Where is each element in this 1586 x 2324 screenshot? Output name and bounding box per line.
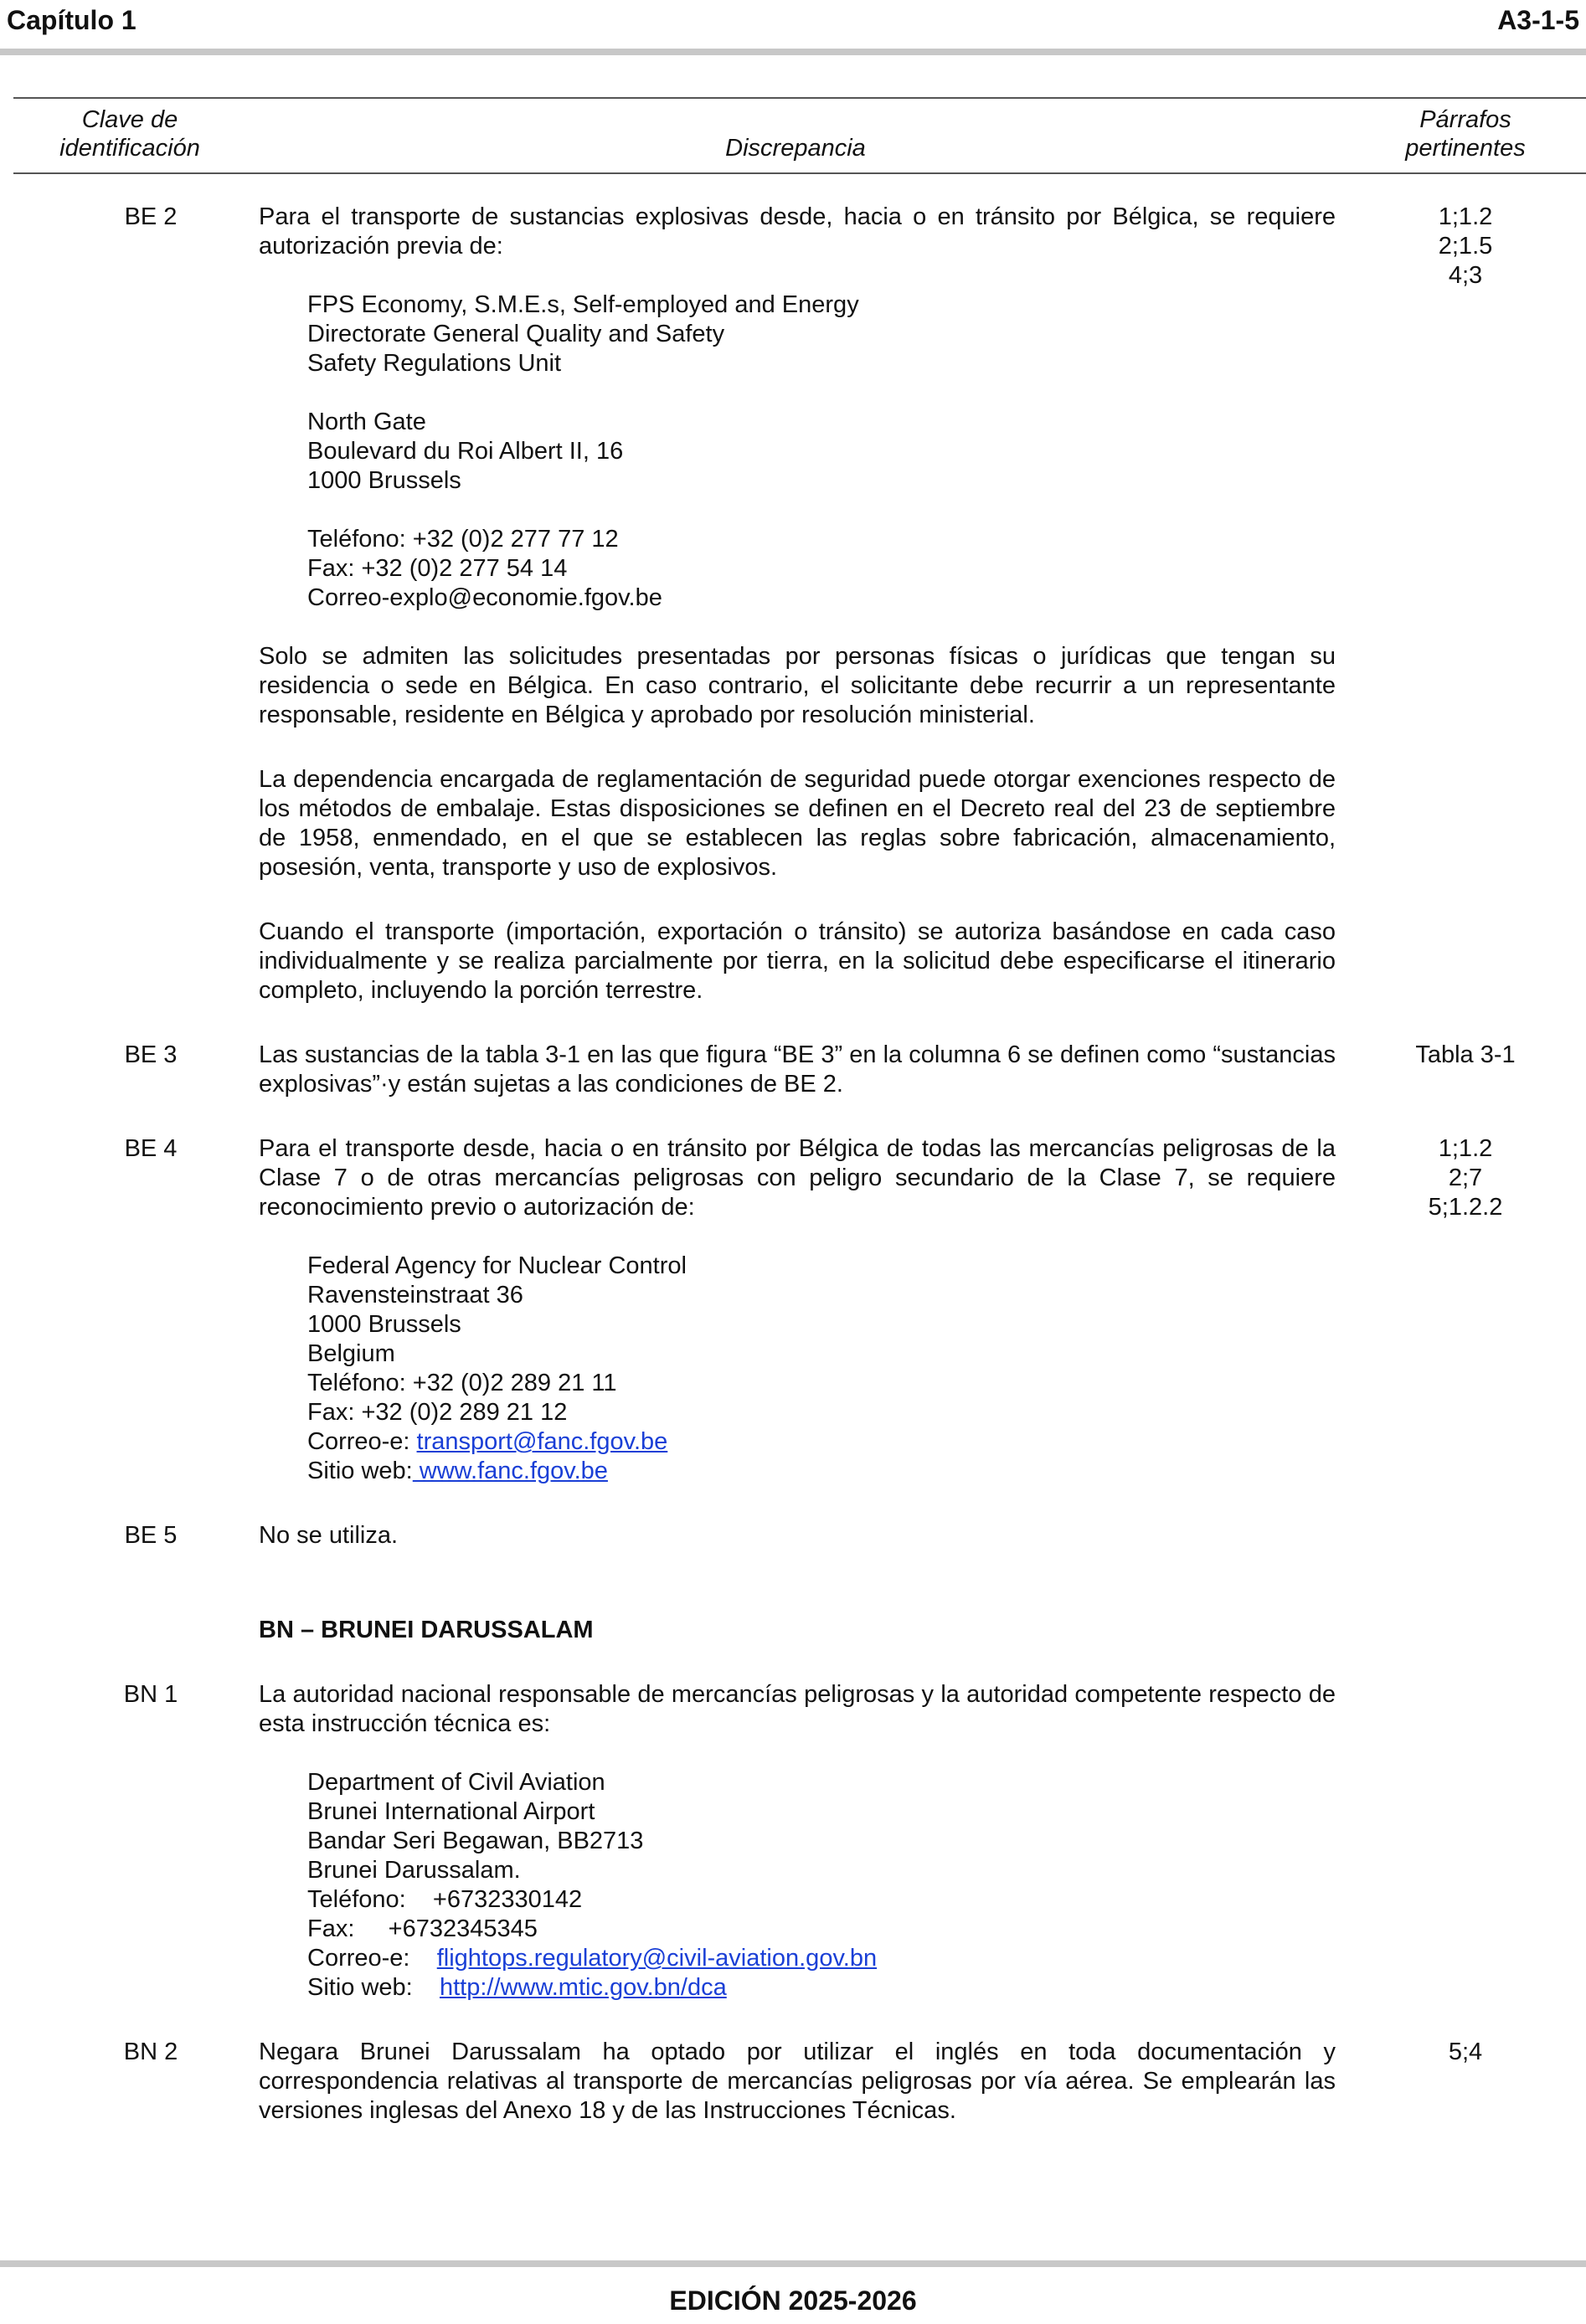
address-line: FPS Economy, S.M.E.s, Self-employed and Energy xyxy=(307,291,859,318)
address-line: 1000 Brussels xyxy=(307,467,461,494)
table-header-rule xyxy=(13,172,1586,174)
column-header-discrepancy: Discrepancia xyxy=(725,135,866,162)
reference-item: 2;7 xyxy=(1448,1165,1483,1191)
entry-text xyxy=(259,1521,1336,1550)
address-line: Brunei Darussalam. xyxy=(307,1857,521,1884)
column-header-paragraphs xyxy=(1373,105,1558,162)
fax-line: Fax: +6732345345 xyxy=(307,1915,538,1942)
address-line: 1000 Brussels xyxy=(307,1311,461,1338)
address-line: Federal Agency for Nuclear Control xyxy=(307,1252,687,1279)
entry-key: BE 4 xyxy=(124,1135,178,1162)
reference-item: 2;1.5 xyxy=(1438,233,1493,260)
website-link[interactable]: http://www.mtic.gov.bn/dca xyxy=(439,1974,727,2001)
entry-text xyxy=(259,1041,1336,1099)
address-line: Bandar Seri Begawan, BB2713 xyxy=(307,1828,644,1854)
address-block xyxy=(307,290,1336,378)
entry-key: BN 2 xyxy=(123,2039,178,2065)
address-line: Belgium xyxy=(307,1340,395,1367)
paragraph: La dependencia encargada de reglamentación de seguridad puede otorgar exenciones respecto de los métodos de embalaje. Estas disposiciones se definen en el Decreto real del 23 de septiembre de 1958, enmendado, en el que se establecen las reglas sobre fabricación, almacenamiento, posesión, venta, transporte y uso de explosivos. xyxy=(259,766,1336,881)
address-line: Directorate General Quality and Safety xyxy=(307,321,725,347)
reference-item: 1;1.2 xyxy=(1438,203,1493,230)
address-line: Brunei International Airport xyxy=(307,1798,595,1825)
reference-item: Tabla 3-1 xyxy=(1415,1041,1516,1068)
email-link[interactable]: transport@fanc.fgov.be xyxy=(416,1428,668,1455)
paragraph: Cuando el transporte (importación, exportación o tránsito) se autoriza basándose en cada caso individualmente y se realiza parcialmente por tierra, en la solicitud debe especificarse el itinerario completo, incluyendo la porción terrestre. xyxy=(259,918,1336,1004)
paragraph: Para el transporte de sustancias explosivas desde, hacia o en tránsito por Bélgica, se requiere autorización previa de: xyxy=(259,203,1336,260)
entry-key: BE 2 xyxy=(124,203,178,230)
email-label: Correo-e: xyxy=(307,1428,417,1455)
paragraph: Para el transporte desde, hacia o en tránsito por Bélgica de todas las mercancías peligrosas de la Clase 7 o de otras mercancías peligrosas con peligro secundario de la Clase 7, se requiere reconocimiento previo o autorización de: xyxy=(259,1135,1336,1221)
phone-line: Teléfono: +32 (0)2 289 21 11 xyxy=(307,1370,617,1396)
entry-be3 xyxy=(0,1041,1586,1099)
entry-be5 xyxy=(0,1521,1586,1550)
column-header-paragraphs-line1: Párrafos xyxy=(1419,106,1511,133)
entry-bn2 xyxy=(0,2038,1586,2126)
section-brunei xyxy=(0,1616,1586,1645)
paragraph: Las sustancias de la tabla 3-1 en las que figura “BE 3” en la columna 6 se definen como “sustancias explosivas”·y están sujetas a las condiciones de BE 2. xyxy=(259,1041,1336,1098)
entry-bn1 xyxy=(0,1680,1586,2003)
email-line: Correo-explo@economie.fgov.be xyxy=(307,584,662,611)
reference-item: 5;4 xyxy=(1448,2039,1483,2065)
table-top-rule xyxy=(13,97,1586,99)
header-rule xyxy=(0,49,1586,55)
address-line: Department of Civil Aviation xyxy=(307,1769,605,1796)
fax-line: Fax: +32 (0)2 289 21 12 xyxy=(307,1399,568,1426)
contact-block xyxy=(307,525,1336,613)
phone-line: Teléfono: +32 (0)2 277 77 12 xyxy=(307,526,619,553)
edition-footer: EDICIÓN 2025-2026 xyxy=(669,2285,917,2316)
entry-references xyxy=(1373,1041,1558,1070)
contact-block xyxy=(307,1252,1336,1486)
section-title: BN – BRUNEI DARUSSALAM xyxy=(259,1617,594,1643)
entry-text xyxy=(259,1134,1336,1486)
paragraph: No se utiliza. xyxy=(259,1522,399,1549)
website-line xyxy=(307,1973,1336,2003)
paragraph: Solo se admiten las solicitudes presentadas por personas físicas o jurídicas que tengan su residencia o sede en Bélgica. En caso contrario, el solicitante debe recurrir a un representante responsable, residente en Bélgica y aprobado por resolución ministerial. xyxy=(259,643,1336,728)
fax-line: Fax: +32 (0)2 277 54 14 xyxy=(307,555,568,582)
discrepancy-table-body xyxy=(0,203,1586,2126)
footer-rule xyxy=(0,2260,1586,2267)
website-line xyxy=(307,1457,1336,1486)
website-label: Sitio web: xyxy=(307,1458,413,1484)
column-header-key-line2: identificación xyxy=(59,135,200,162)
entry-references xyxy=(1373,1134,1558,1222)
column-header-paragraphs-line2: pertinentes xyxy=(1405,135,1526,162)
entry-references xyxy=(1373,203,1558,290)
website-link[interactable]: www.fanc.fgov.be xyxy=(412,1458,608,1484)
column-header-key-line1: Clave de xyxy=(81,106,178,133)
page-reference: A3-1-5 xyxy=(1497,5,1579,35)
entry-be4 xyxy=(0,1134,1586,1486)
entry-text xyxy=(259,2038,1336,2126)
entry-key: BE 3 xyxy=(124,1041,178,1068)
phone-line: Teléfono: +6732330142 xyxy=(307,1886,583,1913)
address-line: Ravensteinstraat 36 xyxy=(307,1282,523,1309)
email-line xyxy=(307,1944,1336,1973)
address-line: North Gate xyxy=(307,409,426,435)
entry-key: BE 5 xyxy=(124,1522,178,1549)
chapter-title: Capítulo 1 xyxy=(7,5,136,35)
page-header xyxy=(0,5,1586,49)
address-block xyxy=(307,408,1336,496)
entry-text xyxy=(259,203,1336,1005)
reference-item: 5;1.2.2 xyxy=(1428,1194,1503,1221)
address-line: Safety Regulations Unit xyxy=(307,350,562,377)
reference-item: 4;3 xyxy=(1448,262,1483,289)
paragraph: Negara Brunei Darussalam ha optado por utilizar el inglés en toda documentación y correspondencia relativas al transporte de mercancías peligrosas por vía aérea. Se emplearán las versiones inglesas del Anexo 18 y de las Instrucciones Técnicas. xyxy=(259,2039,1336,2124)
address-line: Boulevard du Roi Albert II, 16 xyxy=(307,438,624,465)
entry-be2 xyxy=(0,203,1586,1005)
email-line xyxy=(307,1427,1336,1457)
entry-references xyxy=(1373,2038,1558,2067)
entry-key: BN 1 xyxy=(123,1681,178,1708)
paragraph: La autoridad nacional responsable de mercancías peligrosas y la autoridad competente respecto de esta instrucción técnica es: xyxy=(259,1681,1336,1737)
contact-block xyxy=(307,1768,1336,2003)
entry-text xyxy=(259,1680,1336,2003)
email-label: Correo-e: xyxy=(307,1945,437,1972)
email-link[interactable]: flightops.regulatory@civil-aviation.gov.bn xyxy=(436,1945,878,1972)
reference-item: 1;1.2 xyxy=(1438,1135,1493,1162)
column-header-key xyxy=(33,105,226,162)
website-label: Sitio web: xyxy=(307,1974,440,2001)
